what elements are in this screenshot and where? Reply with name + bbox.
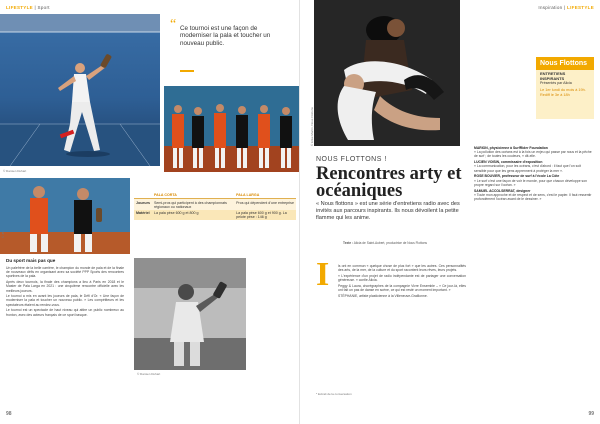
quote-mark-icon: “ [170,17,177,32]
table-cell: La pala pèse 600 g et 900 g. La pelote pèse : 146 g [234,210,296,220]
right-runhead-section: LIFESTYLE [567,5,594,10]
body-paragraph: ls ont en commun « quelque chose de plus fort » que les autres. Ces personnalités des arts, de la mer, de la culture et du sport racontent leurs rêves, leurs projets. [338,264,466,273]
guest-entry [474,160,594,173]
dancers-photo-caption: © Elise Martin, Nous Flottons [310,107,314,146]
guest-entry [474,146,594,159]
guest-entry [474,174,594,187]
body-paragraph: « L'expérience d'un projet de radio indépendante est de partager une conversation généreuse. » confie Alicia. [338,273,466,283]
body-paragraph: Après deux tournois, la finale des champions a lieu à Paris en 2018 et le Master de Pala Larga en 2021 : une cinquième rencontre officielle avec les meilleurs joueurs. [6,280,124,293]
body-paragraph: Un palefrère de la belle carrière, le champion du monde de pala et de la finale de nouveaux défis en organisant avec sa société PPP Sports des rencontres sportives de la pala. [6,266,124,279]
table-row-label: Joueurs [134,199,152,210]
pelota-player-photo [0,14,160,166]
left-body-column [6,266,124,318]
box-subtitle: ENTRETIENS INSPIRANTS [540,71,566,81]
players-closeup-photo [0,178,130,254]
team-players-photo [164,86,300,172]
section-subhead: Du sport mais pas que [6,258,56,263]
body-paragraph: STÉPHANIE, artiste plasticienne à la Villeneuve-Graillonne. [338,293,428,298]
guest-name: LUCIEN VOISIN, commissaire d'exposition [474,160,543,165]
pull-quote-rule [180,70,194,72]
dancers-photo [314,0,460,146]
table-row-label: Matériel [134,210,152,220]
pull-quote: Ce tournoi est une façon de moderniser la pala et toucher un nouveau public. [180,25,271,47]
table-cell: La pala pèse 600 g et 800 g [152,210,234,220]
box-title: Nous Flottons [536,57,594,70]
guest-quote: « Le surf c'est une façon de voir le monde, pour que chacun développe son propre regard sur l'océan. » [474,178,587,187]
table-cell: Semi-pros qui participent à des championnats régionaux ou nationaux [152,199,234,210]
guest-name: ROSE BOUVIER, professeur de surf à l'école La Côte [474,174,560,179]
guest-entry [474,189,594,202]
table-header-corta: PALA CORTA [152,192,234,199]
credit-name: Alicia de Saint-Aubert, productrice de Nous Flottons [353,241,427,245]
photo1-caption: © Damien Duhart [3,169,27,173]
box-schedule: Le 1er lundi du mois à 19h. Rediff le 3e à 18h [540,87,586,97]
body-paragraph: Le tournoi a mis en avant les joueurs de pala, le Défi d'Or. « Une façon de moderniser la pala et toucher un nouveau public. » Les compétiteurs et les spectateurs étaient au rendez-vous. [6,294,124,307]
left-runhead-section: LIFESTYLE [6,5,33,10]
nous-flottons-box [536,57,594,119]
article-credit [343,241,447,245]
left-page-number: 98 [6,411,12,417]
body-paragraph: Le tournoi est un spectacle de haut niveau qui attire un public nombreux au fronton, avec des acteurs français de ce sport basque. [6,308,124,317]
article-headline: Rencontres arty et océaniques [316,164,462,201]
right-running-head: Inspiration | LIFESTYLE [538,5,594,10]
right-body-column [338,264,466,299]
table-row [134,210,296,220]
footnote: * Extrait de la conversation [316,392,352,396]
photo-bottom-caption: © Damien Duhart [137,372,161,376]
player-bw-photo [134,258,246,370]
right-page [300,0,600,424]
left-running-head: LIFESTYLE | Sport [6,5,50,10]
table-cell: Pros qui dépendent d'une entreprise [234,199,296,210]
pala-comparison-table [134,192,296,220]
right-page-number: 99 [588,411,594,417]
body-paragraph: Peggy & Laura, chorégraphes de la compagnie Vivre Ensemble – « Ce jour-là, elles ont fait un pas de danse en scène, ce qui est resté un moment important. » [338,283,466,293]
photo-side-caption: © JB [1,231,5,238]
guest-list-column [474,146,594,203]
left-runhead-topic: Sport [37,5,50,10]
guest-quote: « La communication, pour les océans, c'est d'abord : il faut que l'on soit sensible pour que les gens apprennent à protéger la mer ». [474,164,581,173]
article-kicker: NOUS FLOTTONS ! [316,156,387,163]
guest-name: SAMUEL ACCOLSERRAT, designer [474,188,531,193]
guest-name: MARION, physicienne à SurfRider Foundation [474,146,548,150]
article-lede: « Nous flottons » est une série d'entretiens radio avec des invités aux parcours inspirants. Ils nous dévoilent la petite flamme qui les anime. [316,201,460,221]
table-header-blank [134,192,152,199]
dropcap: I [316,256,330,293]
box-presenter: Présentés par Alicia [540,81,572,86]
credit-label: Texte : [343,241,354,245]
table-header-larga: PALA LARGA [234,192,296,199]
right-runhead-topic: Inspiration [538,5,563,10]
guest-quote: « Toute mon approche et de respect et de sens, c'est le papier. Il faut ressentir profondément l'océan avant de le dessiner. » [474,192,592,202]
table-row [134,199,296,210]
guest-quote: « La pollution des océans est à la fois un enjeu qui passe par nous et la pêche de surf ; de toutes les couleurs, » dit-elle. [474,150,592,159]
